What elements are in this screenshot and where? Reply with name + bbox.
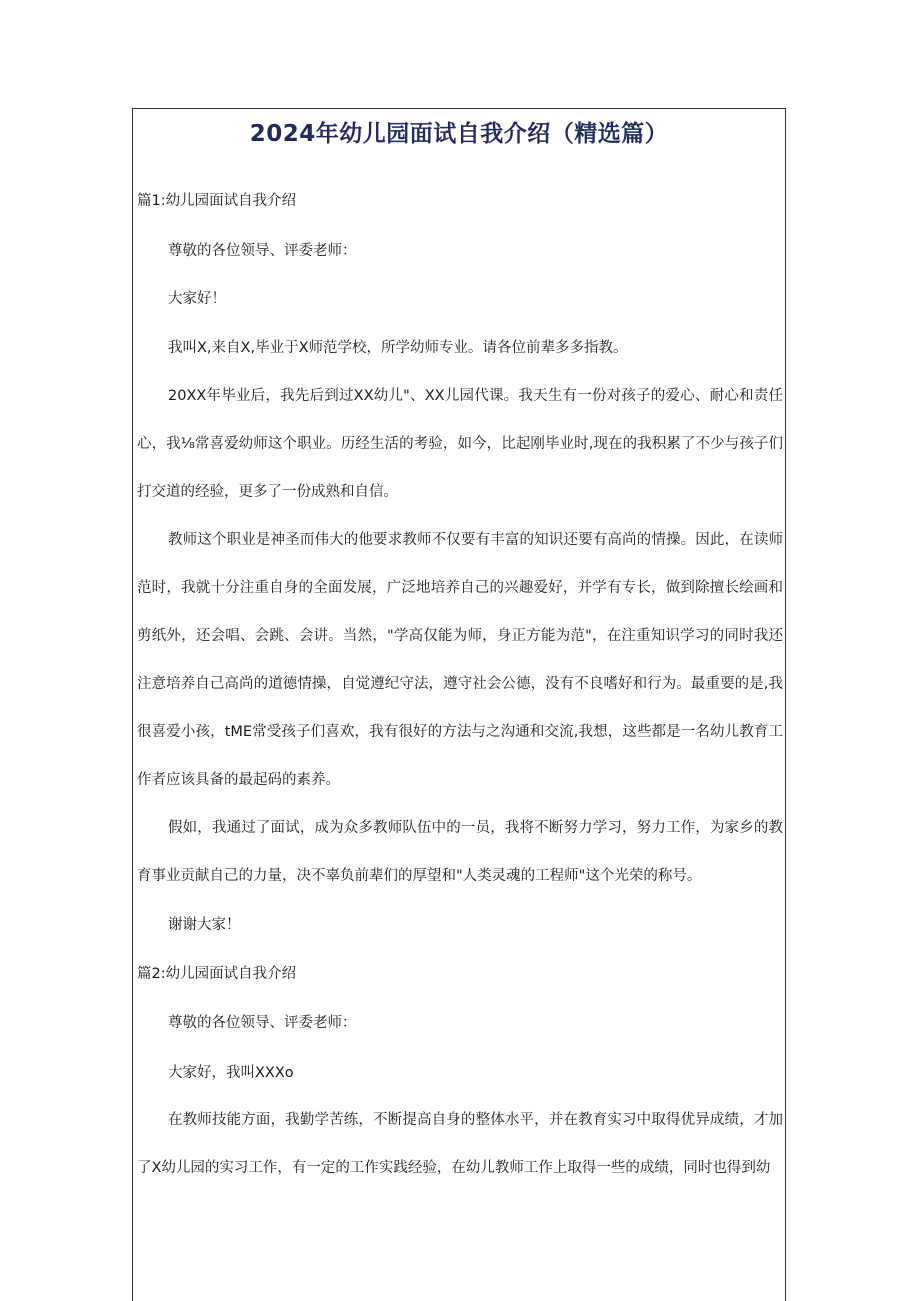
section-heading-2: 篇2:幼儿园面试自我介绍 — [137, 966, 297, 982]
paragraph: 在教师技能方面，我勤学苦练，不断提高自身的整体水平，并在教育实习中取得优异成绩，才加了X幼儿园的实习工作，有一定的工作实践经验，在幼儿教师工作上取得一些的成绩，同时也得到幼 — [137, 1112, 783, 1176]
document-page — [132, 108, 786, 1301]
paragraph: 谢谢大家！ — [168, 917, 241, 933]
paragraph: 20XX年毕业后，我先后到过XX幼儿"、XX儿园代课。我天生有一份对孩子的爱心、耐心和责任心，我⅛常喜爱幼师这个职业。历经生活的考验，如今，比起刚毕业时,现在的我积累了不少与孩子们打交道的经验，更多了一份成熟和自信。 — [137, 388, 783, 500]
paragraph: 尊敬的各位领导、评委老师： — [168, 243, 357, 259]
paragraph: 教师这个职业是神圣而伟大的他要求教师不仅要有丰富的知识还要有高尚的情操。因此，在读师范时，我就十分注重自身的全面发展，广泛地培养自己的兴趣爱好，并学有专长，做到除擅长绘画和剪纸外，还会唱、会跳、会讲。当然，"学高仅能为师，身正方能为范"，在注重知识学习的同时我还注意培养自己高尚的道德情操，自觉遵纪守法，遵守社会公德，没有不良嗜好和行为。最重要的是,我很喜爱小孩，tME常受孩子们喜欢，我有很好的方法与之沟通和交流,我想，这些都是一名幼儿教育工作者应该具备的最起码的素养。 — [137, 532, 783, 788]
paragraph: 假如，我通过了面试，成为众多教师队伍中的一员，我将不断努力学习，努力工作，为家乡的教育事业贡献自己的力量，决不辜负前辈们的厚望和"人类灵魂的工程师"这个光荣的称号。 — [137, 820, 783, 884]
document-title: 2024年幼儿园面试自我介绍（精选篇） — [249, 121, 669, 147]
section-heading-1: 篇1:幼儿园面试自我介绍 — [137, 193, 297, 209]
paragraph: 尊敬的各位领导、评委老师： — [168, 1015, 357, 1031]
paragraph: 大家好！ — [168, 291, 226, 307]
paragraph: 大家好，我叫XXXo — [168, 1065, 294, 1081]
paragraph: 我叫X,来自X,毕业于X师范学校，所学幼师专业。请各位前辈多多指教。 — [168, 340, 628, 356]
